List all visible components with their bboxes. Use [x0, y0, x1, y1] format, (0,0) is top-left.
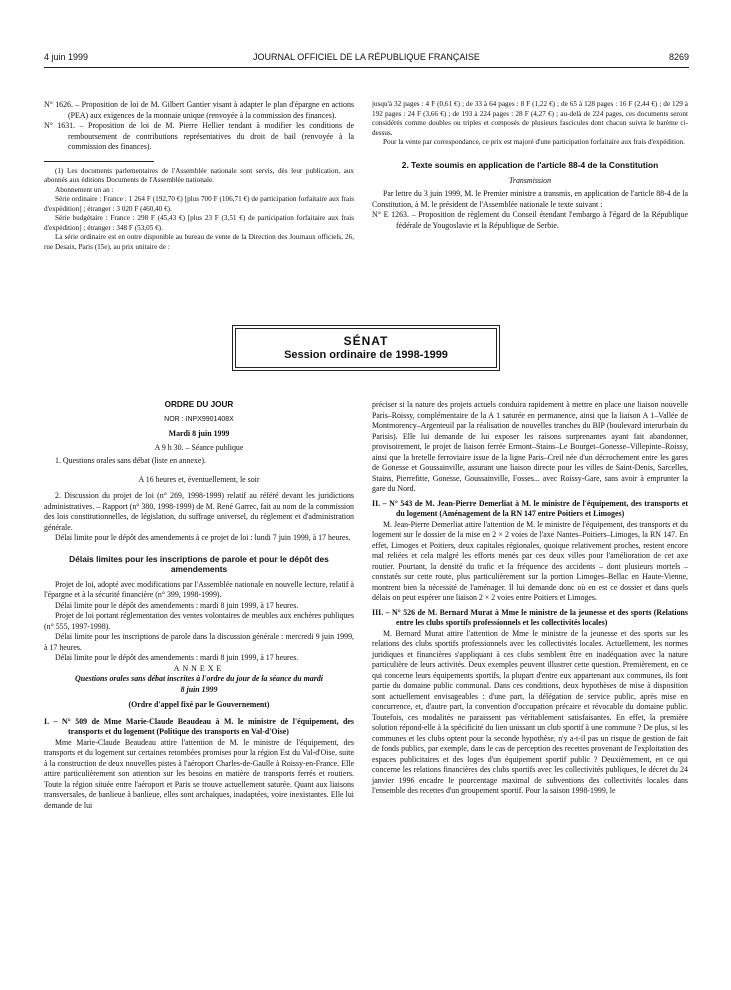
- call-order-note: (Ordre d'appel fixé par le Gouvernement): [128, 700, 270, 709]
- list-item: N° E 1263. – Proposition de règlement du Conseil étendant l'embargo à l'égard de la République fédérale de Yougoslavie et la République de Serbie.: [372, 210, 688, 230]
- footnote-text: (1) Les documents parlementaires de l'Assemblée nationale sont servis, dès leur publication, aux abonnés aux éditions Documents de l'Assemblée nationale.: [44, 166, 354, 184]
- question-heading: II. – N° 543 de M. Jean-Pierre Demerliat à M. le ministre de l'équipement, des transports et du logement (Aménagement de la RN 147 entre Poitiers et Limoges): [372, 498, 688, 518]
- transmission-text: Par lettre du 3 juin 1999, M. le Premier ministre a transmis, en application de l'article 88-4 de la Constitution, à M. le président de l'Assemblée nationale le texte suivant :: [372, 189, 688, 209]
- deadline-text: Délai limite pour les inscriptions de parole dans la discussion générale : mercredi 9 juin 1999, à 17 heures.: [44, 632, 354, 652]
- question-heading: I. – N° 509 de Mme Marie-Claude Beaudeau à M. le ministre de l'équipement, des transports et du logement (Politique des transports en Val-d'Oise): [44, 716, 354, 736]
- footnote-text: La série ordinaire est en outre disponible au bureau de vente de la Direction des Journaux officiels, 26, rue Desaix, Paris (15e), au prix unitaire de :: [44, 233, 354, 251]
- agenda-date: Mardi 8 juin 1999: [168, 429, 230, 438]
- left-column: [44, 400, 354, 811]
- footnote-rule: [44, 161, 154, 162]
- annexe-subtitle: Questions orales sans débat inscrites à l'ordre du jour de la séance du mardi 8 juin 1999: [75, 674, 323, 694]
- header-rule: [44, 67, 689, 68]
- header-date: 4 juin 1999: [44, 52, 89, 62]
- section-title: 2. Texte soumis en application de l'article 88-4 de la Constitution: [401, 159, 659, 170]
- top-left-column: [44, 100, 354, 252]
- agenda-item: 1. Questions orales sans débat (liste en annexe).: [55, 456, 206, 465]
- transmission-heading: Transmission: [508, 175, 552, 185]
- deadlines-heading: Délais limites pour les inscriptions de parole et pour le dépôt des amendements: [69, 553, 329, 574]
- list-item: N° 1626. – Proposition de loi de M. Gilbert Gantier visant à adapter le plan d'épargne en actions (PEA) aux exigences de la monnaie unique (renvoyée à la commission des finances).: [44, 100, 354, 120]
- session-time: A 9 h 30. – Séance publique: [154, 442, 244, 452]
- list-item: N° 1631. – Proposition de loi de M. Pierre Hellier tendant à modifier les conditions de remboursement de contributions représentatives du droit de bail (renvoyée à la commission des finances).: [44, 121, 354, 151]
- footnote-text: Abonnement un an :: [55, 185, 114, 194]
- agenda-title: ORDRE DU JOUR: [164, 400, 234, 409]
- question-text: M. Jean-Pierre Demerliat attire l'attention de M. le ministre de l'équipement, des transports et du logement sur le dossier de la mise en 2 × 2 voies de l'axe Nantes–Poitiers–Limoges, la RN 147. En effet, Limoges et Poitiers, deux capitales régionales, quoique relativement proches, restent encore mal reliées et cela malgré les efforts menés par ces deux villes pour l'amélioration de cet axe routier. Pourtant, la densité du trafic et la fréquence des accidents – dont plusieurs mortels – constatés sur cette route, plus particulièrement sur la portion Limoges–Bellac en Haute-Vienne, montrent bien la nécessité de l'aménager. Il lui demande donc où en est ce dossier et dans quels délais on peut espérer une liaison 2 × 2 voies entre Poitiers et Limoges.: [372, 519, 688, 602]
- page-header: [44, 52, 689, 66]
- right-column: [372, 400, 688, 797]
- header-journal-title: JOURNAL OFFICIEL DE LA RÉPUBLIQUE FRANÇAISE: [253, 52, 480, 62]
- postal-note: Pour la vente par correspondance, ce prix est majoré d'une participation forfaitaire aux frais d'expédition.: [383, 138, 685, 146]
- annexe-heading: ANNEXE: [173, 663, 225, 673]
- nor-reference: NOR : INPX9901408X: [164, 415, 234, 423]
- agenda-item: 2. Discussion du projet de loi (n° 269, 1998-1999) relatif au référé devant les juridictions administratives. – Rapport (n° 380, 1998-1999) de M. René Garrec, fait au nom de la commission des lois constitutionnelles, de législation, du suffrage universel, du règlement et d'administration générale.: [44, 491, 354, 532]
- question-text-continuation: préciser si la nature des projets actuels conduira rapidement à mettre en place une liaison nouvelle Paris–Roissy, complémentaire de la A 1 saturée en permanence, ainsi que la liaison A 1–Vallée de Montmorency–Argenteuil par la réalisation de nouvelles tranches du BIP (boulevard interurbain du Parisis). Elle lui demande de lui exposer les raisons surprenantes ayant fait abandonner, provisoirement, le projet de liaison ferrée Ermont–Stains–Le Bourget–Gonesse–Villepinte–Roissy, ainsi que la bretelle ferroviaire issue de la ligne Paris–Creil née d'un décrochement entre les gares de Gonesse et Goussainville, assurant une liaison directe pour les villes de Saint-Denis, Sarcelles, Stains, Pierrefitte, Gonesse, Goussainville, Fosses... avec Roissy-Gare, sans avoir à emprunter la gare du Nord.: [372, 400, 688, 493]
- senat-banner: [232, 325, 500, 371]
- deadline-text: Délai limite pour le dépôt des amendements à ce projet de loi : lundi 7 juin 1999, à 17 heures.: [55, 533, 351, 542]
- deadline-text: Délai limite pour le dépôt des amendements : mardi 8 juin 1999, à 17 heures.: [55, 653, 299, 662]
- question-text: M. Bernard Murat attire l'attention de Mme le ministre de la jeunesse et des sports sur les relations des clubs sportifs professionnels avec les collectivités locales. Actuellement, les normes juridiques et financières s'appliquant à ces clubs semblent être en inadéquation avec la nature particulière de leurs activités. Deux exemples peuvent illustrer cette question. Premièrement, en ce qui concerne leurs équipements sportifs, la plupart d'entre eux appartenant aux communes, ils font partie du domaine public communal. Dans ces conditions, deux hypothèses de mise à disposition sont actuellement envisageables : d'une part, la délégation de service public, après mise en concurrence, et, d'autre part, la convention d'occupation précaire et révocable du domaine public. Toutefois, ces modalités ne paraissent pas véritablement satisfaisantes. En effet, la première solution répond-elle à la spécificité du lien unissant un club sportif à une commune ? De plus, si les communes et les clubs optent pour la seconde hypothèse, n'y a-t-il pas un risque de gestion de fait de fonds publics, par exemple, dans le cas de perception des recettes provenant de l'exploitation des espaces publicitaires et des loges d'un équipement sportif public ? Deuxièmement, en ce qui concerne les relations financières des clubs sportifs avec les collectivités publiques, le décret du 24 janvier 1996 encadre le pourcentage maximal de subventions des collectivités locales dans l'ensemble des recettes d'un groupement sportif. Pour la saison 1998-1999, le: [372, 628, 688, 795]
- banner-subtitle: Session ordinaire de 1998-1999: [284, 349, 448, 361]
- footnote-text: Série ordinaire : France : 1 264 F (192,70 €) [plus 700 F (106,71 €) de participation forfaitaire aux frais d'expédition] ; étranger : 3 020 F (460,40 €).: [44, 195, 354, 213]
- question-text: Mme Marie-Claude Beaudeau attire l'attention de M. le ministre de l'équipement, des transports et du logement sur certaines retombées promises pour la région Est du Val-d'Oise, suite à la construction de deux nouvelles pistes à l'aéroport Charles-de-Gaulle à Roissy-en-France. Elle attire particulièrement son attention sur les besoins en matière de transports ferrés et routiers. Toute la région située entre l'aéroport et Paris se trouve actuellement saturée. Quant aux liaisons transversales, de banlieue à banlieue, elles sont archaïques, inadaptées, voire inexistantes. Elle lui demande de lui: [44, 737, 354, 810]
- top-right-column: [372, 100, 688, 231]
- bill-text: Projet de loi portant réglementation des ventes volontaires de meubles aux enchères publiques (n° 555, 1997-1998).: [44, 611, 354, 631]
- bill-text: Projet de loi, adopté avec modifications par l'Assemblée nationale en nouvelle lecture, relatif à l'épargne et à la sécurité financière (n° 399, 1998-1999).: [44, 579, 354, 599]
- banner-title: SÉNAT: [343, 334, 389, 348]
- question-heading: III. – N° 526 de M. Bernard Murat à Mme le ministre de la jeunesse et des sports (Relations entre les clubs sportifs professionnels et les collectivités locales): [372, 607, 688, 627]
- footnote-text: Série budgétaire : France : 298 F (45,43 €) [plus 23 F (3,51 €) de participation forfaitaire aux frais d'expédition] ; étranger : 348 F (53,05 €).: [44, 214, 354, 232]
- footnote-continuation: jusqu'à 32 pages : 4 F (0,61 €) ; de 33 à 64 pages : 8 F (1,22 €) ; de 65 à 128 pages : 16 F (2,44 €) ; de 129 à 192 pages : 24 F (3,66 €) ; de 193 à 224 pages : 28 F (4,27 €) ; au-delà de 224 pages, ces documents seront considérés comme doubles ou triples et composés de plusieurs fascicules dont chacun suivra le barème ci-dessus.: [372, 100, 688, 137]
- header-page-number: 8269: [668, 52, 689, 62]
- footnote: [44, 167, 354, 253]
- afternoon-session: A 16 heures et, éventuellement, le soir: [138, 474, 260, 484]
- deadline-text: Délai limite pour le dépôt des amendements : mardi 8 juin 1999, à 17 heures.: [55, 600, 299, 610]
